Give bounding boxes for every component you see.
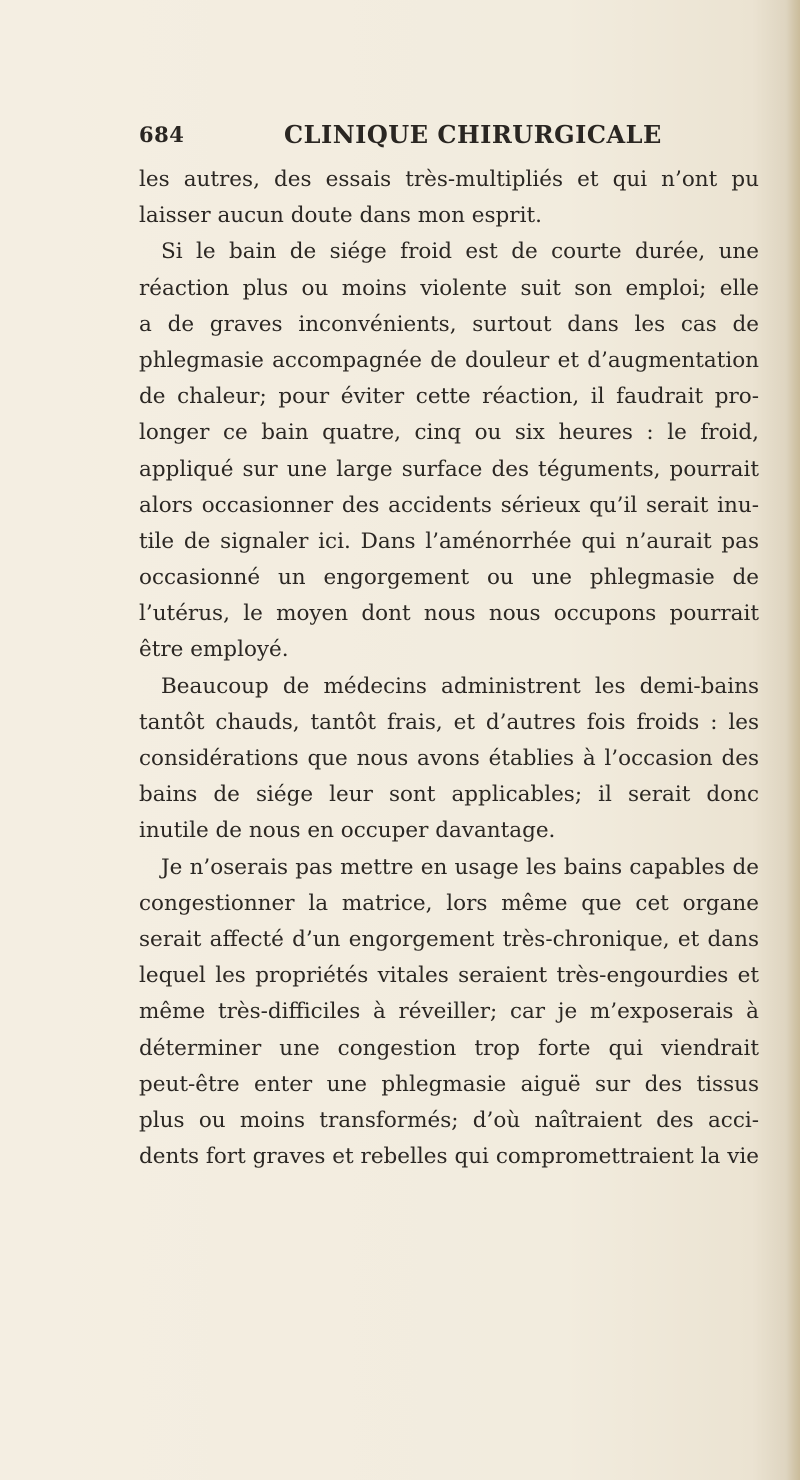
text-line: même très-difficiles à réveiller; car je m’exposerais à [139, 999, 759, 1025]
text-line: considérations que nous avons établies à l’occasion des [139, 746, 759, 771]
text-line: inutile de nous en occuper davantage. [139, 818, 556, 844]
text-line: lequel les propriétés vitales seraient très-engourdies et [139, 963, 759, 989]
text-line: alors occasionner des accidents sérieux qu’il serait inu- [139, 492, 759, 518]
body-text [139, 162, 759, 1175]
text-line: occasionné un engorgement ou une phlegmasie de [139, 565, 759, 591]
text-line: dents fort graves et rebelles qui compromettraient la vie [139, 1144, 759, 1170]
text-line: être employé. [139, 637, 289, 663]
page-header [139, 118, 759, 158]
text-line: plus ou moins transformés; d’où naîtraient des acci- [139, 1107, 759, 1133]
text-line: déterminer une congestion trop forte qui viendrait [139, 1035, 759, 1061]
text-line: tile de signaler ici. Dans l’aménorrhée qui n’aurait pas [139, 528, 759, 554]
text-line: congestionner la matrice, lors même que cet organe [139, 890, 759, 916]
text-line: a de graves inconvénients, surtout dans les cas de [139, 311, 759, 337]
text-line: appliqué sur une large surface des téguments, pourrait [139, 456, 759, 482]
text-line: l’utérus, le moyen dont nous nous occupons pourrait [139, 601, 759, 627]
page-number: 684 [139, 122, 185, 147]
text-line: phlegmasie accompagnée de douleur et d’augmentation [139, 347, 759, 373]
text-line: laisser aucun doute dans mon esprit. [139, 203, 542, 229]
text-line: longer ce bain quatre, cinq ou six heures : le froid, [139, 420, 759, 446]
text-line: tantôt chauds, tantôt frais, et d’autres fois froids : les [139, 709, 759, 735]
text-line: Si le bain de siége froid est de courte durée, une [161, 239, 759, 265]
text-line: Je n’oserais pas mettre en usage les bains capables de [161, 854, 759, 880]
text-line: réaction plus ou moins violente suit son emploi; elle [139, 275, 759, 301]
text-line: les autres, des essais très-multipliés et qui n’ont pu [139, 167, 759, 192]
page-edge-shadow [786, 0, 800, 1480]
text-line: Beaucoup de médecins administrent les demi-bains [161, 673, 759, 699]
text-line: peut-être enter une phlegmasie aiguë sur des tissus [139, 1071, 759, 1097]
running-head: CLINIQUE CHIRURGICALE [284, 120, 662, 149]
text-line: bains de siége leur sont applicables; il serait donc [139, 782, 759, 808]
text-line: de chaleur; pour éviter cette réaction, il faudrait pro- [139, 384, 759, 410]
text-line: serait affecté d’un engorgement très-chronique, et dans [139, 926, 759, 952]
